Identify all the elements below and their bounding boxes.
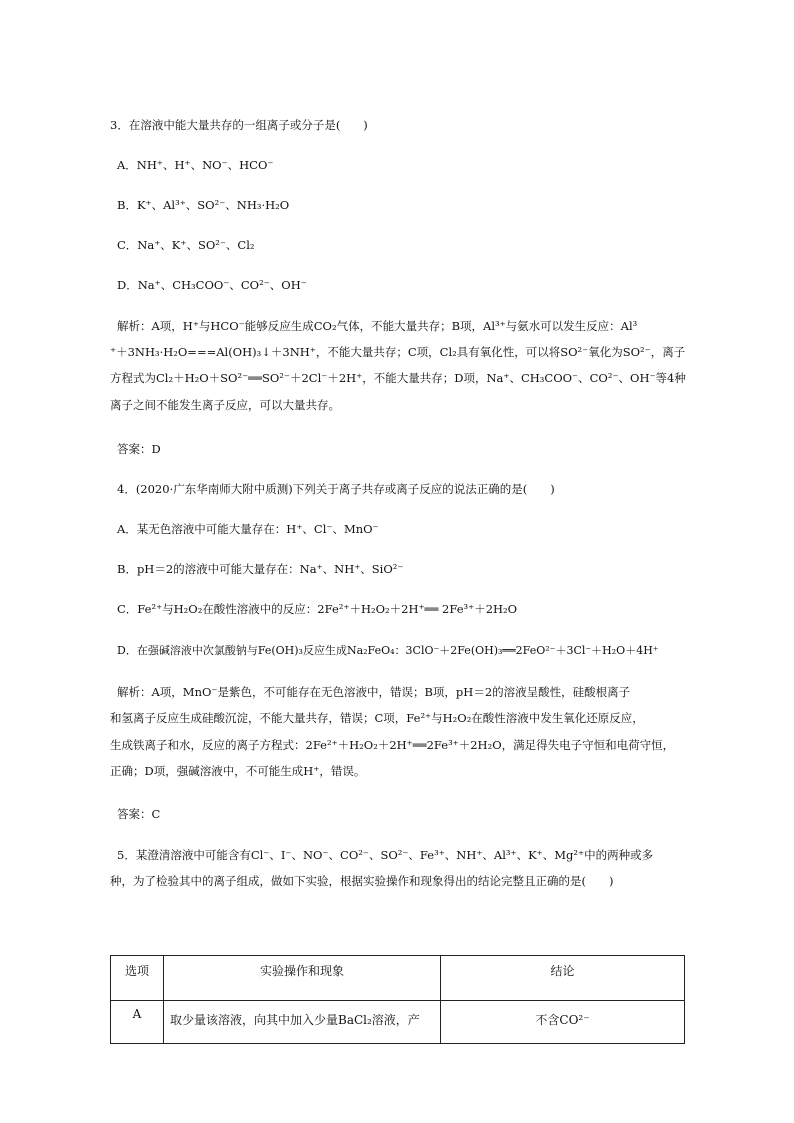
q4-analysis-line-3: 生成铁离子和水，反应的离子方程式：2Fe²⁺＋H₂O₂＋2H⁺══2Fe³⁺＋2H₂O，满足得失电子守恒和电荷守恒， — [110, 738, 675, 752]
table-row — [111, 1001, 685, 1044]
q4-analysis-line-4: 正确；D项，强碱溶液中，不可能生成H⁺，错误。 — [110, 764, 366, 778]
q4-option-c: C．Fe²⁺与H₂O₂在酸性溶液中的反应：2Fe²⁺＋H₂O₂＋2H⁺══ 2Fe³⁺＋2H₂O — [117, 602, 518, 616]
q5-stem-line-1: 5．某澄清溶液中可能含有Cl⁻、I⁻、NO⁻、CO²⁻、SO²⁻、Fe³⁺、NH⁺、Al³⁺、K⁺、Mg²⁺中的两种或多 — [117, 848, 654, 862]
q3-analysis-line-2: ⁺＋3NH₃·H₂O===Al(OH)₃↓＋3NH⁺，不能大量共存；C项，Cl₂具有氧化性，可以将SO²⁻氧化为SO²⁻，离子 — [110, 345, 686, 359]
q3-answer: 答案：D — [117, 442, 161, 456]
q3-option-b: B．K⁺、Al³⁺、SO²⁻、NH₃·H₂O — [117, 198, 290, 212]
q3-analysis-line-3: 方程式为Cl₂＋H₂O＋SO²⁻══SO²⁻＋2Cl⁻＋2H⁺，不能大量共存；D项，Na⁺、CH₃COO⁻、CO²⁻、OH⁻等4种 — [110, 371, 686, 385]
table-header-row — [111, 956, 685, 1001]
q5-options-table — [110, 955, 685, 1044]
q3-option-d: D．Na⁺、CH₃COO⁻、CO²⁻、OH⁻ — [117, 278, 307, 292]
q4-analysis-line-1: 解析：A项，MnO⁻是紫色，不可能存在无色溶液中，错误；B项，pH＝2的溶液呈酸性，硅酸根离子 — [117, 685, 631, 699]
q3-analysis-line-1: 解析：A项，H⁺与HCO⁻能够反应生成CO₂气体，不能大量共存；B项，Al³⁺与氨水可以发生反应：Al³ — [117, 319, 638, 333]
table-cell-option: A — [132, 1007, 142, 1021]
q4-answer: 答案：C — [117, 807, 161, 821]
q3-option-c: C．Na⁺、K⁺、SO²⁻、Cl₂ — [117, 238, 255, 252]
table-header-operation: 实验操作和现象 — [164, 956, 441, 1001]
q4-option-b: B．pH＝2的溶液中可能大量存在：Na⁺、NH⁺、SiO²⁻ — [117, 562, 404, 576]
q4-stem: 4．(2020·广东华南师大附中质测)下列关于离子共存或离子反应的说法正确的是( ) — [117, 482, 555, 496]
q3-stem: 3．在溶液中能大量共存的一组离子或分子是( ) — [110, 118, 368, 132]
table-header-conclusion: 结论 — [441, 956, 685, 1001]
table-cell-conclusion: 不含CO²⁻ — [535, 1013, 590, 1027]
table-cell-operation: 取少量该溶液，向其中加入少量BaCl₂溶液，产 — [170, 1013, 420, 1027]
table-header-option: 选项 — [111, 956, 164, 1001]
q4-option-a: A．某无色溶液中可能大量存在：H⁺、Cl⁻、MnO⁻ — [117, 522, 379, 536]
q5-stem-line-2: 种，为了检验其中的离子组成，做如下实验，根据实验操作和现象得出的结论完整且正确的是( ) — [110, 874, 614, 888]
q3-option-a: A．NH⁺、H⁺、NO⁻、HCO⁻ — [117, 158, 274, 172]
q4-analysis-line-2: 和氢离子反应生成硅酸沉淀，不能大量共存，错误；C项，Fe²⁺与H₂O₂在酸性溶液中发生氧化还原反应， — [110, 711, 644, 725]
q4-option-d: D．在强碱溶液中次氯酸钠与Fe(OH)₃反应生成Na₂FeO₄：3ClO⁻＋2Fe(OH)₃══2FeO²⁻＋3Cl⁻＋H₂O＋4H⁺ — [117, 644, 659, 657]
q3-analysis-line-4: 离子之间不能发生离子反应，可以大量共存。 — [110, 398, 340, 412]
